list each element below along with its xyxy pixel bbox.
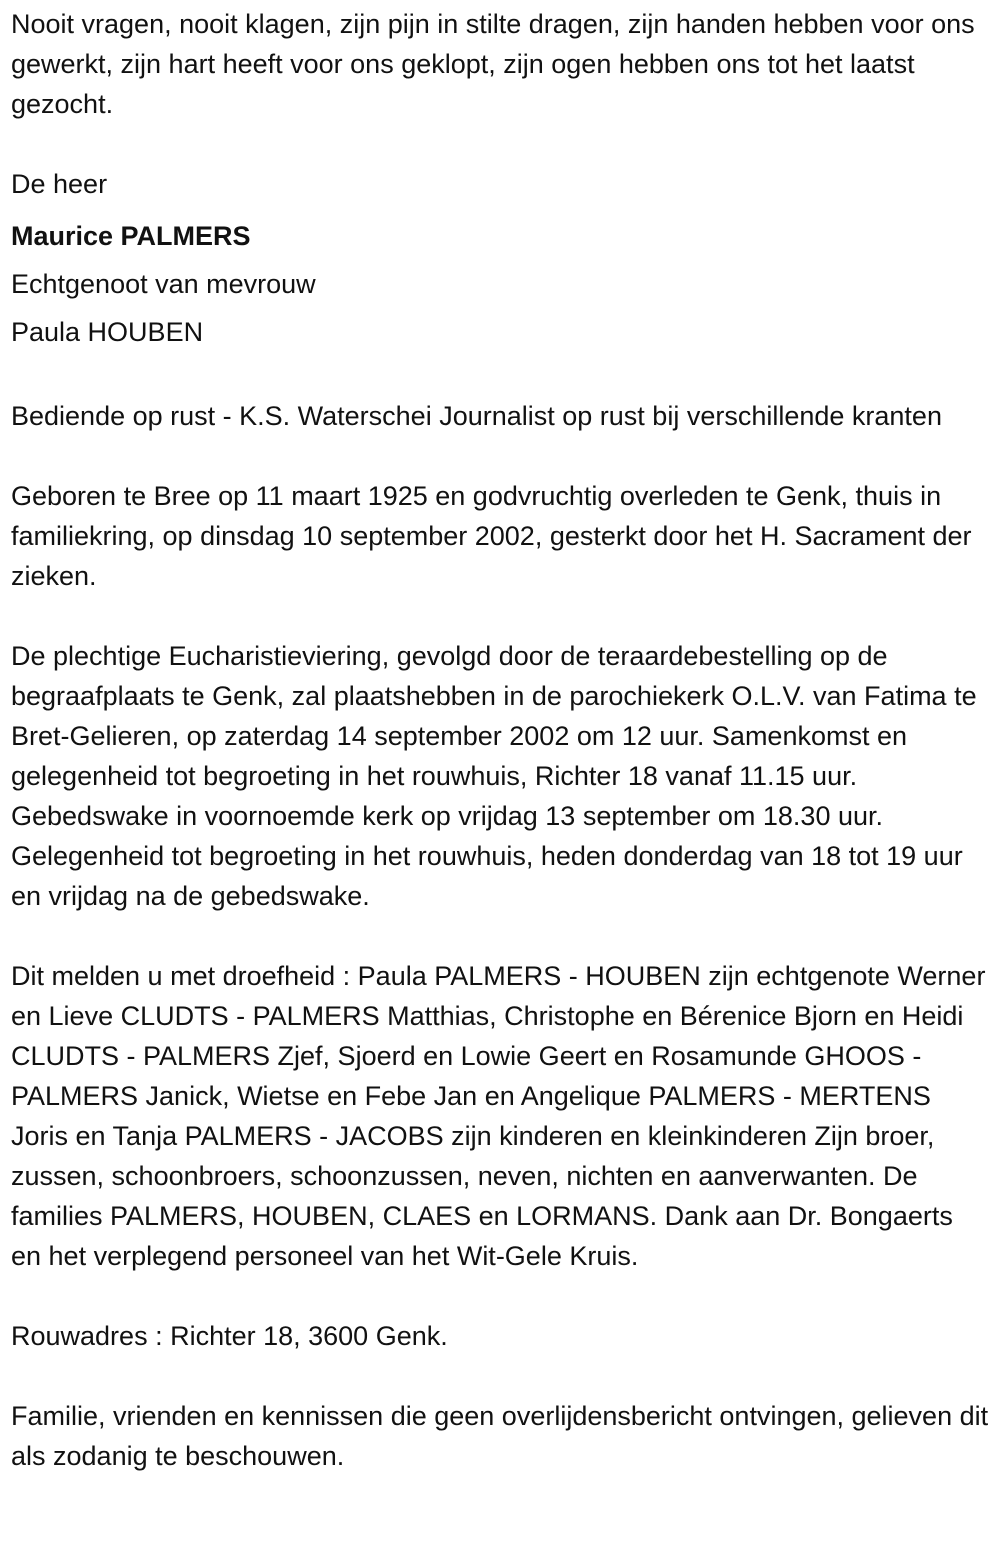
birth-death-text: Geboren te Bree op 11 maart 1925 en godvruchtig overleden te Genk, thuis in familiekring, op dinsdag 10 september 2002, gesterkt door het H. Sacrament der zieken. <box>11 481 972 591</box>
deceased-name: Maurice PALMERS <box>11 221 251 251</box>
salutation: De heer <box>11 169 108 199</box>
opening-verse: Nooit vragen, nooit klagen, zijn pijn in stilte dragen, zijn handen hebben voor ons gewerkt, zijn hart heeft voor ons geklopt, zijn ogen hebben ons tot het laatst gezocht. <box>11 9 975 119</box>
spouse-label: Echtgenoot van mevrouw <box>11 269 316 299</box>
mourning-address: Rouwadres : Richter 18, 3600 Genk. <box>11 1321 448 1351</box>
spouse-name: Paula HOUBEN <box>11 317 204 347</box>
occupation-text: Bediende op rust - K.S. Waterschei Journalist op rust bij verschillende kranten <box>11 401 942 431</box>
ceremony-text: De plechtige Eucharistieviering, gevolgd door de teraardebestelling op de begraafplaats te Genk, zal plaatshebben in de parochiekerk O.L.V. van Fatima te Bret-Gelieren, op zaterdag 14 september 2002 om 12 uur. Samenkomst en gelegenheid tot begroeting in het rouwhuis, Richter 18 vanaf 11.15 uur. Gebedswake in voornoemde kerk op vrijdag 13 september om 18.30 uur. Gelegenheid tot begroeting in het rouwhuis, heden donderdag van 18 tot 19 uur en vrijdag na de gebedswake. <box>11 641 977 911</box>
closing-text: Familie, vrienden en kennissen die geen overlijdensbericht ontvingen, gelieven dit als zodanig te beschouwen. <box>11 1401 989 1471</box>
family-text: Dit melden u met droefheid : Paula PALMERS - HOUBEN zijn echtgenote Werner en Lieve CLUDTS - PALMERS Matthias, Christophe en Bérenice Bjorn en Heidi CLUDTS - PALMERS Zjef, Sjoerd en Lowie Geert en Rosamunde GHOOS - PALMERS Janick, Wietse en Febe Jan en Angelique PALMERS - MERTENS Joris en Tanja PALMERS - JACOBS zijn kinderen en kleinkinderen Zijn broer, zussen, schoonbroers, schoonzussen, neven, nichten en aanverwanten. De families PALMERS, HOUBEN, CLAES en LORMANS. Dank aan Dr. Bongaerts en het verplegend personeel van het Wit-Gele Kruis. <box>11 961 986 1271</box>
deceased-block <box>11 164 989 356</box>
